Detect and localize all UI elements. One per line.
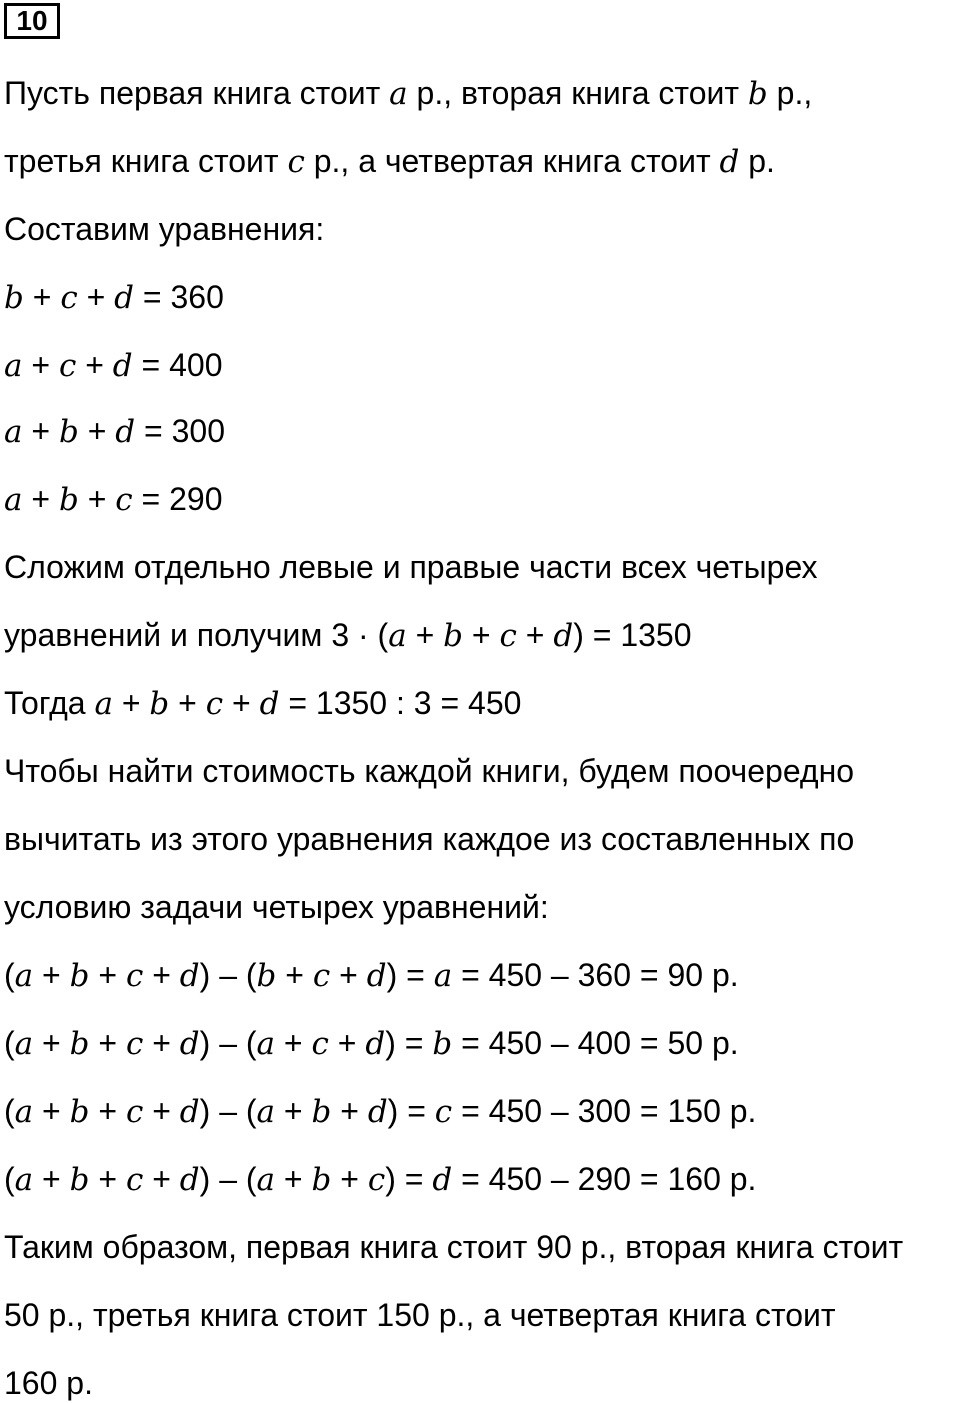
text-segment: + (331, 1093, 368, 1129)
text-segment: Чтобы найти стоимость каждой книги, будем поочередно (4, 753, 855, 789)
text-segment: + (33, 1093, 70, 1129)
text-segment: = 450 – 400 = 50 р. (452, 1025, 739, 1061)
math-variable: c (125, 1162, 144, 1198)
math-variable: c (312, 958, 331, 994)
math-variable: c (205, 686, 224, 722)
math-variable: a (14, 1162, 34, 1198)
text-segment: Составим уравнения: (4, 211, 325, 247)
text-segment: = 450 – 300 = 150 р. (452, 1093, 757, 1129)
math-variable: b (443, 618, 464, 654)
text-segment: + (275, 1161, 312, 1197)
text-line (4, 1363, 93, 1403)
math-variable: b (58, 414, 79, 450)
text-segment: ) – ( (199, 1093, 257, 1129)
text-line (4, 751, 854, 791)
math-variable: b (311, 1094, 332, 1130)
math-variable: b (747, 76, 768, 112)
math-variable: d (432, 1162, 453, 1198)
math-variable: c (125, 958, 144, 994)
math-variable: b (4, 280, 24, 316)
text-line (4, 1295, 836, 1335)
text-segment: + (23, 279, 61, 315)
text-segment: ) – ( (199, 1161, 257, 1197)
text-segment: = 400 (132, 347, 223, 383)
text-segment: ) – ( (199, 957, 257, 993)
math-variable: c (115, 482, 133, 518)
text-segment: р., вторая книга стоит (407, 75, 748, 111)
math-variable: d (366, 958, 387, 994)
text-line (4, 887, 549, 927)
text-segment: + (331, 1161, 368, 1197)
text-segment: + (143, 957, 180, 993)
text-segment: + (169, 685, 206, 721)
math-variable: a (14, 958, 34, 994)
math-variable: a (4, 482, 23, 518)
math-variable: a (256, 1094, 276, 1130)
text-segment: = 360 (134, 279, 224, 315)
text-line (4, 547, 818, 587)
text-segment: р. (739, 143, 775, 179)
text-line (4, 819, 854, 859)
text-segment: + (89, 1161, 126, 1197)
text-line (4, 411, 225, 452)
text-line (4, 683, 521, 724)
text-segment: ( (4, 1025, 15, 1061)
text-line (4, 1227, 903, 1267)
text-segment: Таким образом, первая книга стоит 90 р., вторая книга стоит (4, 1229, 904, 1265)
math-variable: a (14, 1094, 34, 1130)
text-segment: = 290 (132, 481, 223, 517)
text-segment: ( (4, 1093, 15, 1129)
math-variable: d (367, 1094, 388, 1130)
math-variable: d (179, 1094, 200, 1130)
text-segment: ) – ( (199, 1025, 257, 1061)
text-segment: + (89, 1093, 126, 1129)
text-segment: = 300 (135, 413, 225, 449)
text-segment: + (223, 685, 260, 721)
text-segment: + (76, 347, 113, 383)
text-line (4, 1023, 739, 1064)
math-variable: d (553, 618, 574, 654)
text-segment: + (22, 347, 59, 383)
math-variable: c (125, 1026, 144, 1062)
text-segment: + (328, 1025, 366, 1061)
math-variable: b (58, 482, 79, 518)
text-segment: = 450 – 290 = 160 р. (452, 1161, 757, 1197)
text-line (4, 1159, 756, 1200)
text-segment: р., а четвертая книга стоит (304, 143, 720, 179)
text-segment: + (143, 1093, 180, 1129)
text-segment: Тогда (4, 685, 95, 721)
problem-number-badge: 10 (4, 3, 60, 39)
text-segment: + (275, 1093, 312, 1129)
math-variable: d (259, 686, 280, 722)
math-variable: b (69, 1162, 90, 1198)
text-segment: + (22, 481, 59, 517)
text-segment: = 450 – 360 = 90 р. (452, 957, 739, 993)
text-segment: + (33, 1161, 70, 1197)
text-segment: вычитать из этого уравнения каждое из составленных по (4, 821, 855, 857)
text-segment: + (330, 957, 367, 993)
text-segment: р., (767, 75, 813, 111)
math-variable: d (114, 280, 135, 316)
text-segment: + (463, 617, 500, 653)
math-variable: d (115, 414, 136, 450)
text-segment: ( (4, 957, 15, 993)
text-segment: ) = (387, 1093, 435, 1129)
text-line (4, 615, 692, 656)
text-line (4, 209, 324, 249)
text-segment: условию задачи четырех уравнений: (4, 889, 549, 925)
text-line (4, 345, 223, 386)
text-segment: ) = 1350 (573, 617, 692, 653)
math-variable: d (179, 1026, 200, 1062)
math-variable: c (499, 618, 517, 654)
math-variable: c (60, 280, 78, 316)
text-segment: + (89, 1025, 126, 1061)
math-variable: b (311, 1162, 332, 1198)
text-line (4, 1091, 756, 1132)
math-variable: d (179, 958, 200, 994)
text-segment: + (22, 413, 59, 449)
text-segment: ) = (386, 957, 434, 993)
text-segment: Сложим отдельно левые и правые части всех четырех (4, 549, 818, 585)
text-segment: + (33, 1025, 70, 1061)
math-variable: a (433, 958, 453, 994)
math-variable: c (311, 1026, 329, 1062)
math-variable: d (112, 348, 133, 384)
math-variable: d (365, 1026, 386, 1062)
math-variable: a (256, 1162, 276, 1198)
math-variable: b (69, 1026, 90, 1062)
math-variable: a (388, 618, 407, 654)
math-variable: b (149, 686, 170, 722)
math-variable: a (94, 686, 113, 722)
text-segment: уравнений и получим 3 · ( (4, 617, 389, 653)
text-segment: + (516, 617, 554, 653)
text-segment: 50 р., третья книга стоит 150 р., а четвертая книга стоит (4, 1297, 836, 1333)
text-line (4, 277, 224, 318)
math-variable: a (389, 76, 408, 112)
text-segment: + (78, 413, 116, 449)
text-segment: + (112, 685, 150, 721)
math-variable: b (432, 1026, 453, 1062)
math-variable: a (256, 1026, 276, 1062)
math-variable: b (69, 1094, 90, 1130)
text-segment: ( (4, 1161, 15, 1197)
math-variable: c (434, 1094, 453, 1130)
text-segment: 160 р. (4, 1365, 93, 1401)
text-segment: + (276, 957, 313, 993)
math-variable: d (179, 1162, 200, 1198)
text-segment: + (143, 1161, 180, 1197)
text-segment: + (77, 279, 115, 315)
text-segment: + (33, 957, 70, 993)
math-variable: d (719, 144, 740, 180)
math-variable: a (4, 414, 23, 450)
text-segment: + (143, 1025, 180, 1061)
text-line (4, 141, 775, 182)
text-line (4, 73, 812, 114)
math-variable: c (367, 1162, 386, 1198)
math-variable: b (69, 958, 90, 994)
text-segment: + (78, 481, 116, 517)
text-segment: Пусть первая книга стоит (4, 75, 390, 111)
math-variable: b (256, 958, 277, 994)
math-variable: a (14, 1026, 34, 1062)
text-segment: + (275, 1025, 312, 1061)
text-segment: = 1350 : 3 = 450 (279, 685, 522, 721)
text-segment: + (406, 617, 444, 653)
math-variable: c (287, 144, 305, 180)
text-line (4, 955, 739, 996)
text-segment: третья книга стоит (4, 143, 288, 179)
math-variable: c (125, 1094, 144, 1130)
math-variable: c (58, 348, 77, 384)
text-segment: + (89, 957, 126, 993)
math-variable: a (4, 348, 23, 384)
text-line (4, 479, 223, 520)
text-segment: ) = (385, 1161, 433, 1197)
text-segment: ) = (385, 1025, 433, 1061)
